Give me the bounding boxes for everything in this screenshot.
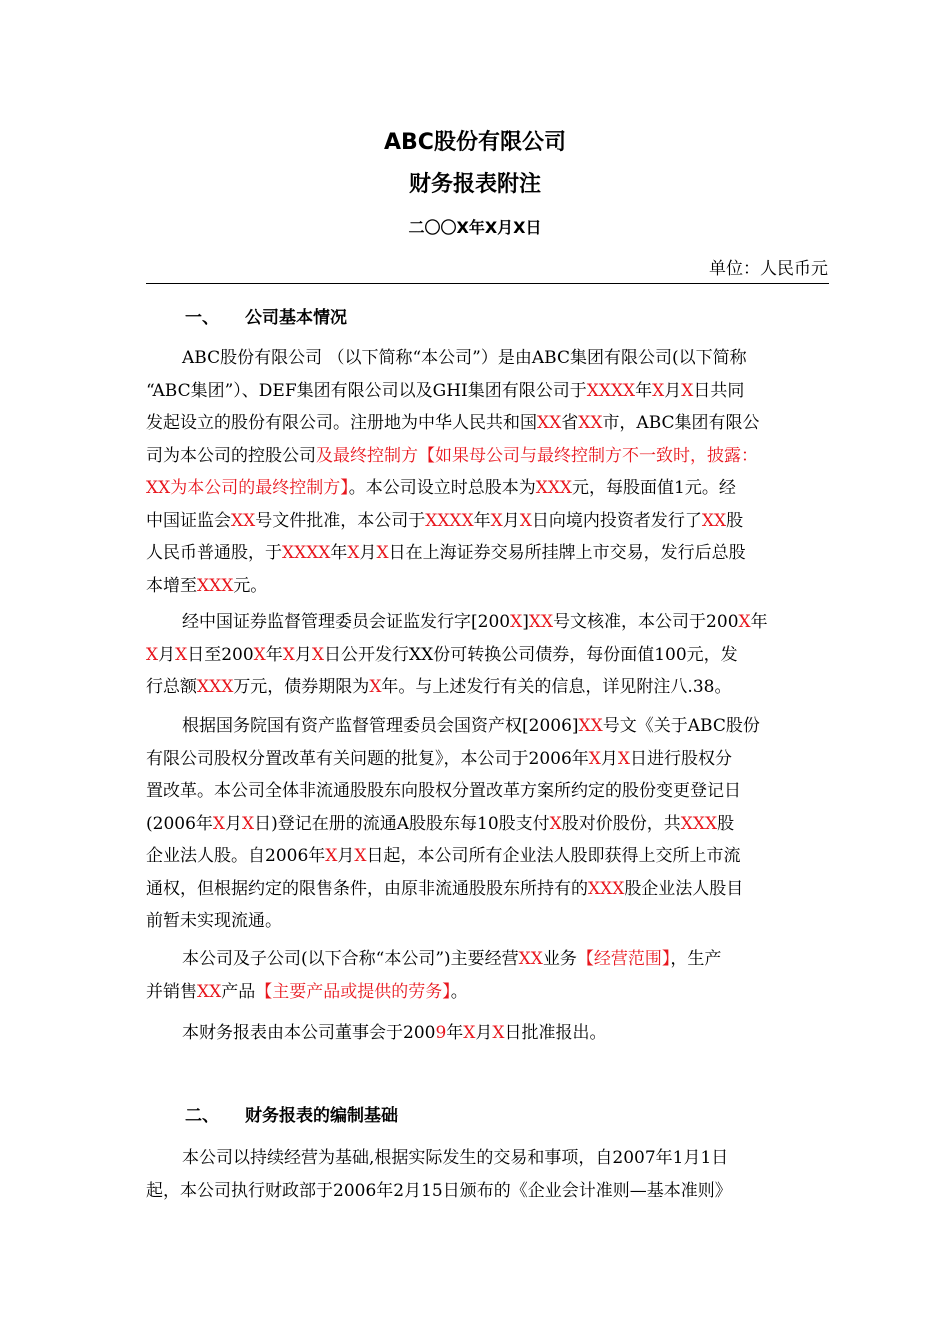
text-run: 月 xyxy=(158,644,176,665)
highlighted-text: X xyxy=(652,380,665,401)
text-run: 产品 xyxy=(221,981,256,1002)
highlighted-text: X xyxy=(242,813,255,834)
highlighted-text: 为本公司的最终控制方】 xyxy=(170,478,349,498)
text-run: 号文核准，本公司于200 xyxy=(553,612,739,632)
highlighted-text: XXX xyxy=(588,878,625,899)
highlighted-text: XX xyxy=(528,612,554,632)
highlighted-text: 【经营范围】 xyxy=(576,949,671,969)
text-line xyxy=(146,570,829,603)
highlighted-text: XXXX xyxy=(586,380,636,401)
highlighted-text: XX xyxy=(537,413,562,433)
text-run: 月 xyxy=(502,510,520,531)
text-line xyxy=(146,840,829,873)
text-run: 月 xyxy=(664,380,682,401)
highlighted-text: X xyxy=(282,644,295,665)
highlighted-text: X xyxy=(738,612,751,632)
text-line xyxy=(146,775,829,808)
highlighted-text: 9 xyxy=(435,1023,447,1043)
text-run: 日批准报出。 xyxy=(504,1023,607,1043)
text-run: 日在上海证券交易所挂牌上市交易，发行后总股 xyxy=(388,543,746,563)
text-line xyxy=(146,505,829,538)
highlighted-text: XX xyxy=(197,981,222,1002)
text-line xyxy=(146,710,829,743)
text-run: 万元，债券期限为 xyxy=(233,677,370,697)
section-1-number: 一、 xyxy=(185,308,219,328)
text-line xyxy=(146,472,829,505)
text-run: 号文件批准，本公司于 xyxy=(255,510,426,531)
highlighted-text: X xyxy=(463,1023,476,1043)
text-run: ] xyxy=(522,612,529,632)
text-run: 日公开发行XX份可转换公司债券，每份面值100元，发 xyxy=(324,644,738,665)
text-run: 年。与上述发行有关的信息，详见附注八.38。 xyxy=(381,677,732,697)
highlighted-text: X xyxy=(549,813,562,834)
text-run: “ABC集团”）、DEF集团有限公司以及GHI集团有限公司于 xyxy=(146,380,587,401)
text-line xyxy=(146,1017,829,1050)
highlighted-text: XX xyxy=(701,510,727,531)
highlighted-text: XX xyxy=(578,716,603,736)
highlighted-text: XX xyxy=(578,413,603,433)
text-run: 人民币普通股，于 xyxy=(146,543,282,563)
text-line xyxy=(146,671,829,704)
text-run: 日起，本公司所有企业法人股即获得上交所上市流 xyxy=(366,846,741,866)
text-run: 经中国证券监督管理委员会证监发行字[200 xyxy=(182,612,511,632)
text-run: (2006年 xyxy=(146,813,213,834)
highlighted-text: X xyxy=(175,644,188,665)
text-run: 年 xyxy=(265,644,283,665)
highlighted-text: X xyxy=(490,510,503,531)
highlighted-text: X xyxy=(325,846,338,866)
text-run: 业务 xyxy=(542,949,577,969)
text-line xyxy=(146,639,829,672)
highlighted-text: XXXX xyxy=(425,510,474,531)
text-run: 中国证监会 xyxy=(146,510,231,531)
highlighted-text: X xyxy=(369,677,382,697)
text-run: 股 xyxy=(717,813,735,834)
section-1-paragraph-2 xyxy=(146,606,829,704)
text-run: 股 xyxy=(726,510,744,531)
highlighted-text: 及最终控制方【如果母公司与最终控制方不一致时，披露： xyxy=(316,445,758,466)
highlighted-text: XXX xyxy=(197,575,234,596)
section-1-paragraph-1 xyxy=(146,342,829,602)
highlighted-text: X xyxy=(588,748,601,769)
text-line xyxy=(146,1142,829,1175)
text-run: 。 xyxy=(450,981,468,1002)
highlighted-text: X xyxy=(354,846,367,866)
text-run: 年 xyxy=(473,510,491,531)
text-line xyxy=(146,375,829,408)
highlighted-text: X xyxy=(492,1023,505,1043)
highlighted-text: X xyxy=(376,543,389,563)
text-line xyxy=(146,808,829,841)
highlighted-text: XX xyxy=(146,478,171,498)
highlighted-text: X xyxy=(617,748,630,769)
section-2-heading xyxy=(185,1103,398,1129)
text-line xyxy=(146,537,829,570)
section-2-number: 二、 xyxy=(185,1106,219,1126)
text-run: 司为本公司的控股公司 xyxy=(146,445,316,466)
text-run: 年 xyxy=(750,612,768,632)
text-run: 并销售 xyxy=(146,981,197,1002)
text-run: 日至200 xyxy=(187,644,254,665)
section-2-paragraph-1 xyxy=(146,1142,829,1207)
highlighted-text: X xyxy=(253,644,266,665)
highlighted-text: X xyxy=(311,644,324,665)
section-1-paragraph-5 xyxy=(146,1017,829,1050)
text-line xyxy=(146,342,829,375)
text-line xyxy=(146,976,829,1009)
section-1-paragraph-4 xyxy=(146,943,829,1008)
text-run: 月 xyxy=(475,1023,493,1043)
text-run: 前暂未实现流通。 xyxy=(146,911,282,931)
text-line xyxy=(146,440,829,473)
text-run: 本增至 xyxy=(146,575,197,596)
text-run: 年 xyxy=(446,1023,464,1043)
highlighted-text: X xyxy=(681,380,694,401)
text-run: 发起设立的股份有限公司。注册地为中华人民共和国 xyxy=(146,413,537,433)
text-run: 日共同 xyxy=(693,380,745,401)
text-run: 市，ABC集团有限公 xyxy=(602,413,760,433)
text-run: 年 xyxy=(635,380,653,401)
text-run: 月 xyxy=(294,644,312,665)
text-line xyxy=(146,1175,829,1208)
text-run: 本财务报表由本公司董事会于200 xyxy=(182,1023,436,1043)
text-run: 月 xyxy=(337,846,355,866)
text-line xyxy=(146,873,829,906)
header-divider xyxy=(146,283,829,284)
highlighted-text: XXX xyxy=(197,677,234,697)
highlighted-text: X xyxy=(146,644,159,665)
highlighted-text: X xyxy=(347,543,360,563)
highlighted-text: X xyxy=(212,813,226,834)
text-run: ABC股份有限公司 （以下简称“本公司”）是由ABC集团有限公司(以下简称 xyxy=(182,348,747,368)
text-run: 置改革。本公司全体非流通股股东向股权分置改革方案所约定的股份变更登记日 xyxy=(146,781,741,801)
text-run: 元，每股面值1元。经 xyxy=(572,478,736,498)
document-subtitle: 财务报表附注 xyxy=(408,172,541,197)
highlighted-text: XX xyxy=(518,949,543,969)
text-run: 日进行股权分 xyxy=(629,748,732,769)
report-date: 二〇〇X年X月X日 xyxy=(408,218,542,237)
currency-unit: 单位：人民币元 xyxy=(709,259,828,279)
text-run: 号文《关于ABC股份 xyxy=(602,716,760,736)
highlighted-text: X xyxy=(510,612,523,632)
text-run: 通权，但根据约定的限售条件，由原非流通股股东所持有的 xyxy=(146,878,588,899)
text-run: 根据国务院国有资产监督管理委员会国资产权[2006] xyxy=(182,716,579,736)
text-run: 企业法人股。自2006年 xyxy=(146,846,326,866)
highlighted-text: 【主要产品或提供的劳务】 xyxy=(255,981,451,1002)
text-line xyxy=(146,743,829,776)
text-run: 有限公司股权分置改革有关问题的批复》，本公司于2006年 xyxy=(146,748,589,769)
text-run: 行总额 xyxy=(146,677,197,697)
highlighted-text: XXX xyxy=(680,813,718,834)
text-run: 股对价股份，共 xyxy=(561,813,681,834)
text-run: 日)登记在册的流通A股股东每10股支付 xyxy=(254,813,550,834)
text-run: 本公司及子公司(以下合称“本公司”)主要经营 xyxy=(182,949,519,969)
section-1-title: 公司基本情况 xyxy=(245,308,347,328)
text-run: 月 xyxy=(600,748,618,769)
section-1-paragraph-3 xyxy=(146,710,829,938)
text-line xyxy=(146,905,829,938)
highlighted-text: XXXX xyxy=(282,543,331,563)
text-run: 元。 xyxy=(233,575,268,596)
text-run: ，生产 xyxy=(670,949,722,969)
highlighted-text: XXX xyxy=(535,478,573,498)
text-line xyxy=(146,943,829,976)
text-line xyxy=(146,407,829,440)
text-run: 年 xyxy=(330,543,348,563)
highlighted-text: XX xyxy=(231,510,256,531)
text-run: 。本公司设立时总股本为 xyxy=(348,478,536,498)
section-2-title: 财务报表的编制基础 xyxy=(245,1106,398,1126)
text-run: 省 xyxy=(561,413,579,433)
text-run: 日向境内投资者发行了 xyxy=(531,510,702,531)
text-line xyxy=(146,606,829,639)
text-run: 股企业法人股目 xyxy=(624,878,744,899)
company-title: ABC股份有限公司 xyxy=(384,130,566,155)
text-run: 本公司以持续经营为基础,根据实际发生的交易和事项，自2007年1月1日 xyxy=(182,1148,729,1168)
text-run: 月 xyxy=(225,813,243,834)
text-run: 起，本公司执行财政部于2006年2月15日颁布的《企业会计准则—基本准则》 xyxy=(146,1180,732,1201)
highlighted-text: X xyxy=(519,510,532,531)
text-run: 月 xyxy=(359,543,377,563)
section-1-heading xyxy=(185,305,347,331)
